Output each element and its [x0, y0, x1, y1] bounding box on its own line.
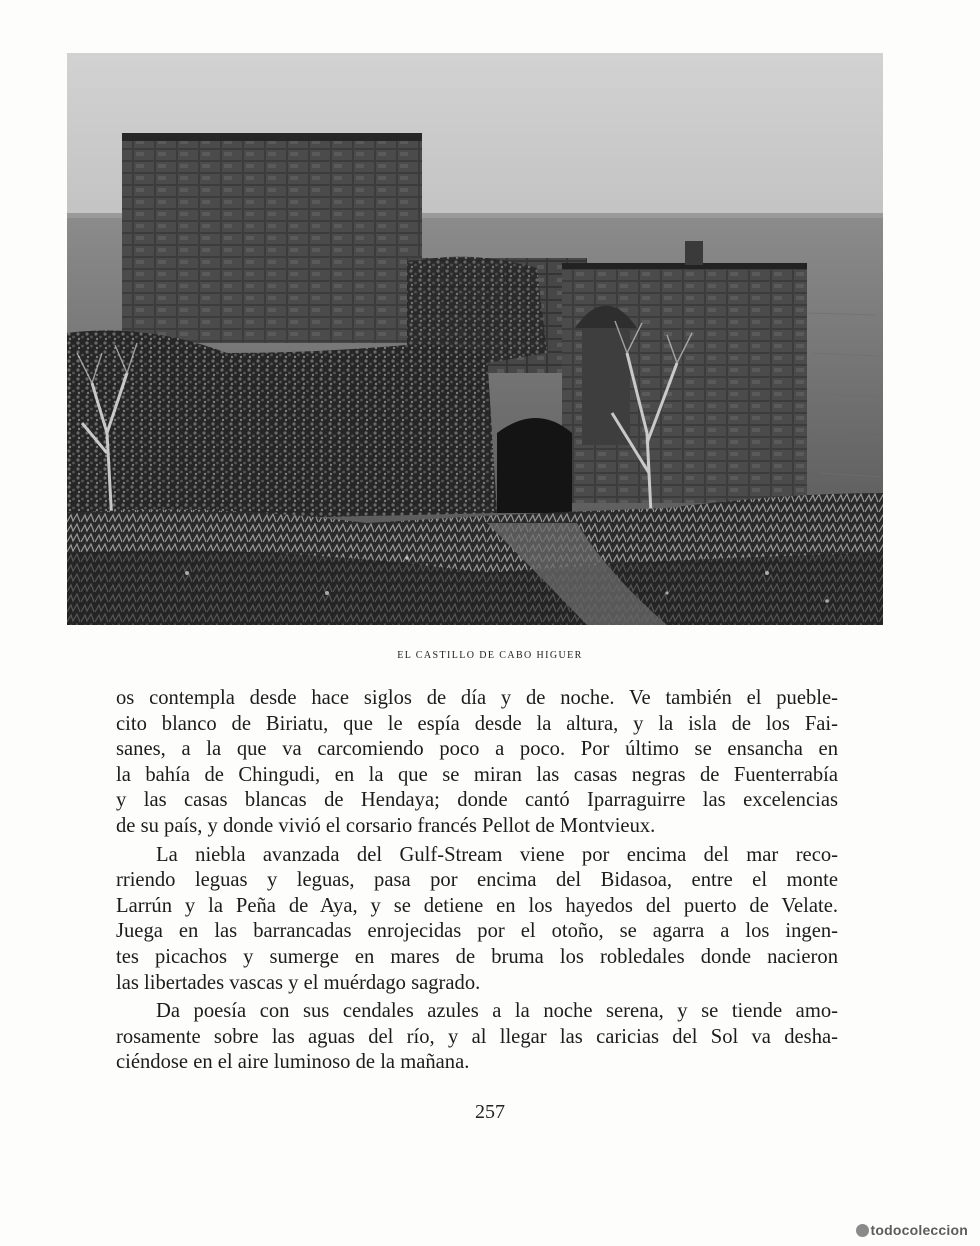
photo-caption: EL CASTILLO DE CABO HIGUER — [397, 650, 583, 661]
text-line: sanes, a la que va carcomiendo poco a poco. Por último se ensancha en — [116, 738, 838, 761]
text-line: Juega en las barrancadas enrojecidas por el otoño, se agarra a los ingen- — [116, 920, 838, 943]
text-line: de su país, y donde vivió el corsario francés Pellot de Montvieux. — [116, 814, 656, 837]
text-line: la bahía de Chingudi, en la que se miran las casas negras de Fuenterrabía — [116, 763, 838, 786]
watermark — [856, 1222, 969, 1238]
text-line: tes picachos y sumerge en mares de bruma los robledales donde nacieron — [116, 945, 838, 968]
text-line: Da poesía con sus cendales azules a la noche serena, y se tiende amo- — [156, 1000, 838, 1023]
text-line: cito blanco de Biriatu, que le espía desde la altura, y la isla de los Fai- — [116, 712, 838, 735]
text-line: Larrún y la Peña de Aya, y se detiene en los hayedos del puerto de Velate. — [116, 894, 838, 917]
castle-photograph — [67, 53, 883, 625]
text-line: y las casas blancas de Hendaya; donde cantó Iparraguirre las excelencias — [116, 789, 838, 812]
text-line: rosamente sobre las aguas del río, y al llegar las caricias del Sol va desha- — [116, 1025, 838, 1048]
body-text — [116, 686, 838, 1076]
text-line: ciéndose en el aire luminoso de la mañana. — [116, 1051, 470, 1074]
castle-photo-image — [67, 53, 883, 625]
text-line: La niebla avanzada del Gulf-Stream viene por encima del mar reco- — [156, 843, 838, 866]
text-line: las libertades vascas y el muérdago sagrado. — [116, 971, 481, 994]
text-line: rriendo leguas y leguas, pasa por encima del Bidasoa, entre el monte — [116, 869, 838, 892]
watermark-text: todocoleccion — [870, 1222, 968, 1238]
page-number: 257 — [475, 1101, 505, 1123]
watermark-logo-icon — [856, 1224, 869, 1237]
text-line: os contempla desde hace siglos de día y de noche. Ve también el pueble- — [116, 687, 838, 709]
